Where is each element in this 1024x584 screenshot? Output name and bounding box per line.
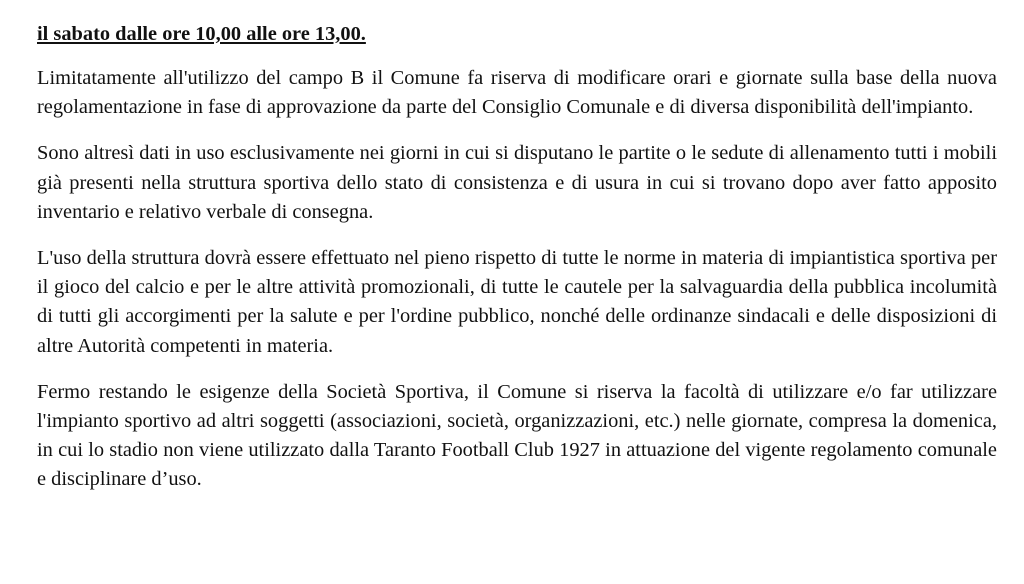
paragraph-esigenze-societa: Fermo restando le esigenze della Società Sportiva, il Comune si riserva la facoltà di utilizzare e/o far utilizzare l'impianto sportivo ad altri soggetti (associazioni, società, organizzazioni, etc.) nelle giornate, compresa la domenica, in cui lo stadio non viene utilizzato dalla Taranto Football Club 1927 in attuazione del vigente regolamento comunale e disciplinare d’uso. [37,380,997,491]
paragraph-campo-b: Limitatamente all'utilizzo del campo B il Comune fa riserva di modificare orari e giornate sulla base della nuova regolamentazione in fase di approvazione da parte del Consiglio Comunale e di diversa disponibilità dell'impianto. [37,67,997,119]
paragraph-mobili: Sono altresì dati in uso esclusivamente nei giorni in cui si disputano le partite o le sedute di allenamento tutti i mobili già presenti nella struttura sportiva dello stato di consistenza e di usura in cui si trovano dopo aver fatto apposito inventario e relativo verbale di consegna. [37,142,997,223]
schedule-heading: il sabato dalle ore 10,00 alle ore 13,00. [37,23,366,45]
document-page [37,20,997,495]
paragraph-uso-struttura: L'uso della struttura dovrà essere effettuato nel pieno rispetto di tutte le norme in materia di impiantistica sportiva per il gioco del calcio e per le altre attività promozionali, di tutte le cautele per la salvaguardia della pubblica incolumità di tutti gli accorgimenti per la salute e per l'ordine pubblico, nonché delle ordinanze sindacali e delle disposizioni di altre Autorità competenti in materia. [37,247,997,357]
